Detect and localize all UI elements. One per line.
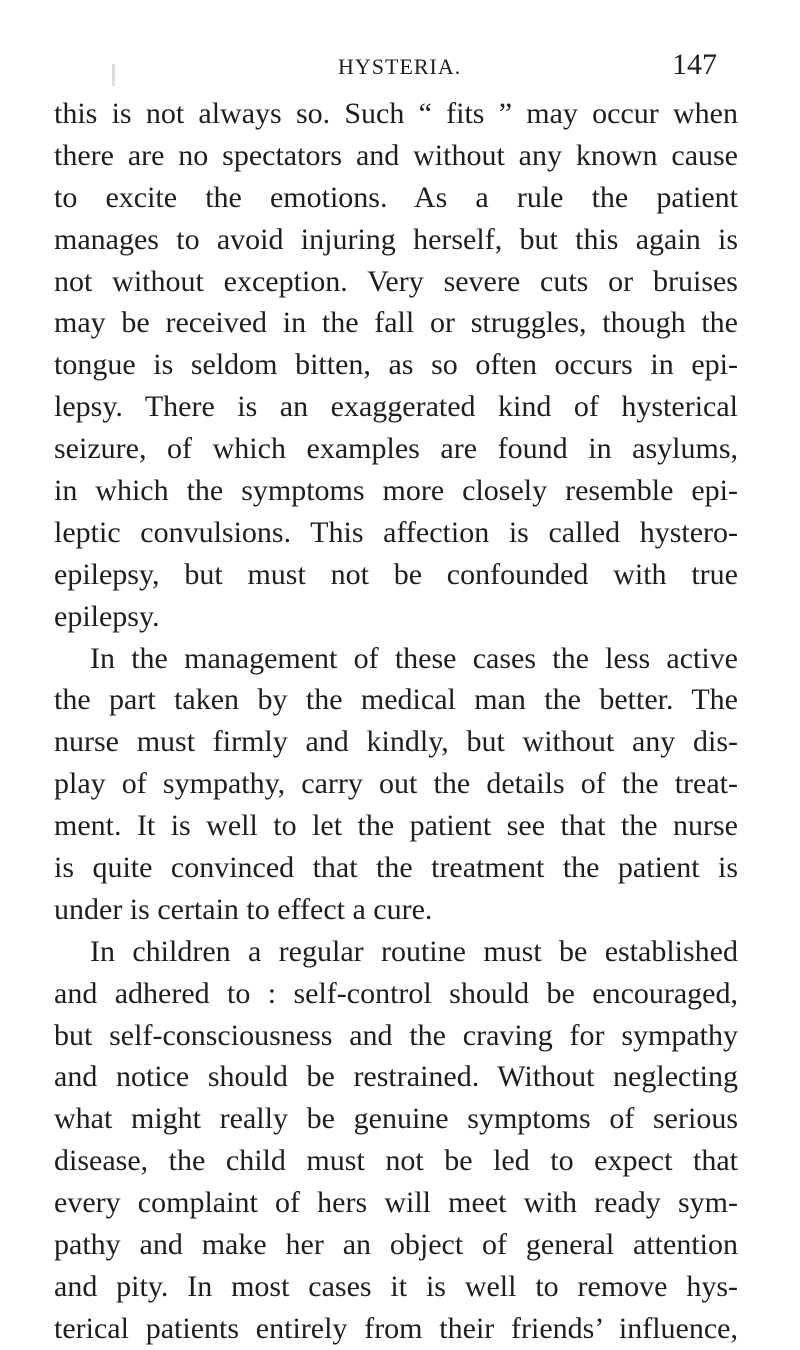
text-line: epilepsy. [54, 599, 160, 633]
text-line: there are no spectators and without any known cause [54, 138, 738, 172]
paragraph-first-line: In children a regular routine must be established [90, 934, 738, 968]
text-line: not without exception. Very severe cuts or bruises [54, 264, 738, 298]
text-line: leptic convulsions. This affection is called hystero- [54, 515, 738, 549]
text-line: terical patients entirely from their friends’ influence, [54, 1311, 738, 1345]
text-line: tongue is seldom bitten, as so often occurs in epi- [54, 348, 738, 382]
text-line: what might really be genuine symptoms of serious [54, 1102, 738, 1136]
text-line: and adhered to : self-control should be encouraged, [54, 976, 738, 1010]
text-line: in which the symptoms more closely resemble epi- [54, 474, 738, 508]
text-line: this is not always so. Such “ fits ” may occur when [54, 97, 738, 130]
text-line: is quite convinced that the treatment the patient is [54, 851, 738, 885]
text-line: to excite the emotions. As a rule the patient [54, 180, 738, 214]
text-line: every complaint of hers will meet with ready sym- [54, 1186, 738, 1220]
text-line: epilepsy, but must not be confounded with true [54, 557, 738, 591]
body-text [54, 93, 738, 1350]
text-line: play of sympathy, carry out the details of the treat- [54, 767, 738, 801]
text-line: the part taken by the medical man the better. The [54, 683, 738, 717]
page-number: 147 [672, 48, 717, 81]
text-line: seizure, of which examples are found in asylums, [54, 432, 738, 466]
page-header [0, 48, 800, 88]
scan-mark [112, 64, 115, 86]
text-line: and notice should be restrained. Without neglecting [54, 1060, 738, 1094]
paragraph-first-line: In the management of these cases the less active [90, 641, 738, 675]
text-line: may be received in the fall or struggles, though the [54, 306, 738, 340]
text-line: under is certain to effect a cure. [54, 892, 433, 926]
text-line: and pity. In most cases it is well to remove hys- [54, 1269, 738, 1303]
text-line: nurse must firmly and kindly, but without any dis- [54, 725, 738, 759]
text-line: disease, the child must not be led to expect that [54, 1144, 738, 1178]
text-line: but self-consciousness and the craving for sympathy [54, 1018, 738, 1052]
text-line: pathy and make her an object of general attention [54, 1228, 738, 1262]
running-head: HYSTERIA. [338, 54, 462, 79]
text-line: manages to avoid injuring herself, but this again is [54, 222, 738, 256]
text-line: ment. It is well to let the patient see that the nurse [54, 809, 738, 843]
text-line: lepsy. There is an exaggerated kind of hysterical [54, 390, 738, 424]
